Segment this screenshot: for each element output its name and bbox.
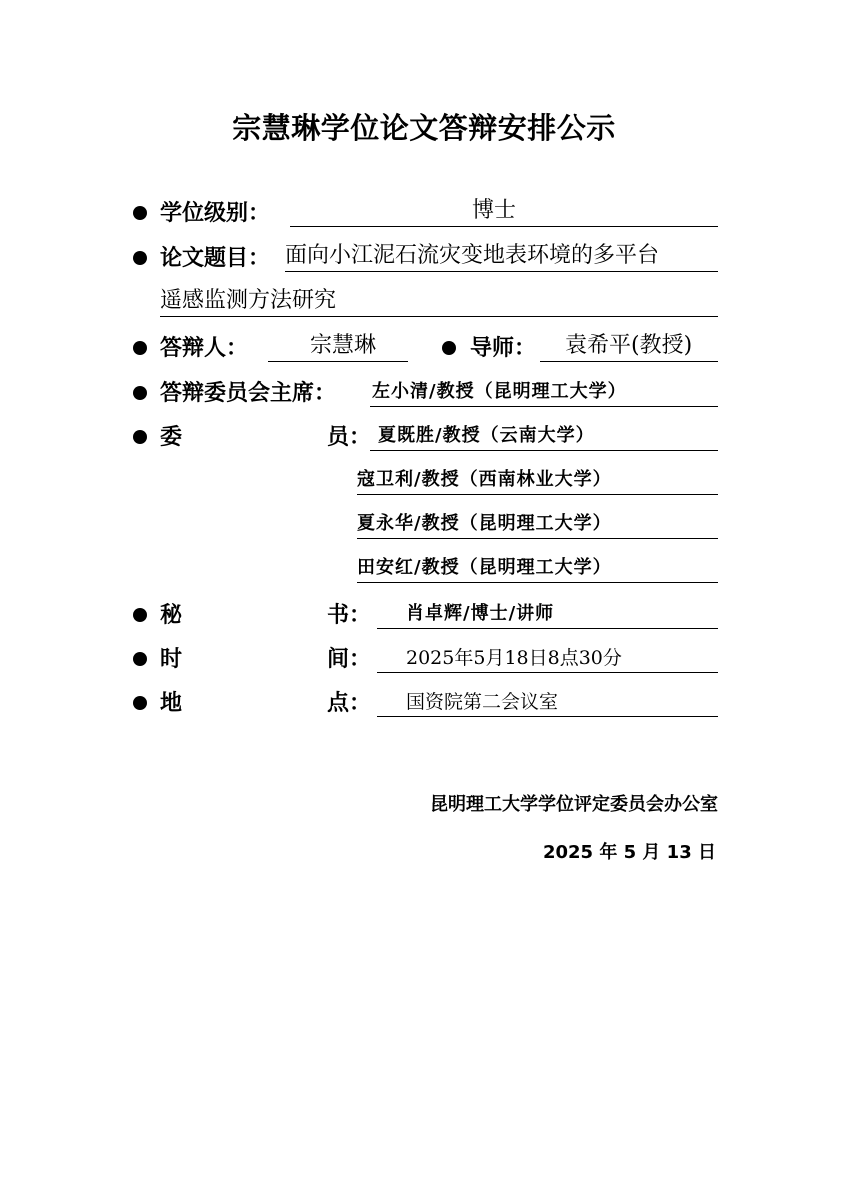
member-3: 夏永华/教授（昆明理工大学） xyxy=(357,513,612,534)
thesis-label: 论文题目： xyxy=(160,245,271,271)
time-label-b: 间： xyxy=(327,646,372,672)
member-4: 田安红/教授（昆明理工大学） xyxy=(357,557,612,578)
bullet-icon xyxy=(133,430,147,444)
bullet-icon xyxy=(133,696,147,710)
time-value: 2025年5月18日8点30分 xyxy=(406,647,622,669)
chair-value: 左小清/教授（昆明理工大学） xyxy=(372,381,627,402)
degree-value: 博士 xyxy=(472,198,517,223)
bullet-icon xyxy=(133,652,147,666)
secretary-label-a: 秘 xyxy=(160,602,183,628)
defender-value: 宗慧琳 xyxy=(310,333,377,358)
bullet-icon xyxy=(133,206,147,220)
place-value: 国资院第二会议室 xyxy=(406,691,559,713)
page-title: 宗慧琳学位论文答辩安排公示 xyxy=(232,111,616,145)
time-label-a: 时 xyxy=(160,646,183,672)
footer-org: 昆明理工大学学位评定委员会办公室 xyxy=(430,794,718,815)
footer-date: 2025 年 5 月 13 日 xyxy=(542,842,716,863)
secretary-value: 肖卓辉/博士/讲师 xyxy=(406,603,555,624)
advisor-value: 袁希平(教授) xyxy=(565,333,693,358)
bullet-icon xyxy=(133,341,147,355)
advisor-label: 导师： xyxy=(470,335,537,361)
bullet-icon xyxy=(133,251,147,265)
bullet-icon xyxy=(133,608,147,622)
bullet-icon xyxy=(133,386,147,400)
member-2: 寇卫利/教授（西南林业大学） xyxy=(357,469,612,490)
members-label-b: 员： xyxy=(327,424,372,450)
chair-label: 答辩委员会主席： xyxy=(160,380,337,406)
secretary-label-b: 书： xyxy=(327,602,372,628)
members-label-a: 委 xyxy=(160,424,183,450)
member-1: 夏既胜/教授（云南大学） xyxy=(378,425,595,446)
defender-label: 答辩人： xyxy=(160,335,249,361)
place-label-b: 点： xyxy=(327,690,372,716)
bullet-icon xyxy=(442,341,456,355)
degree-label: 学位级别： xyxy=(160,200,271,226)
thesis-value-line2: 遥感监测方法研究 xyxy=(160,288,337,313)
thesis-value-line1: 面向小江泥石流灾变地表环境的多平台 xyxy=(285,243,660,268)
place-label-a: 地 xyxy=(160,690,183,716)
